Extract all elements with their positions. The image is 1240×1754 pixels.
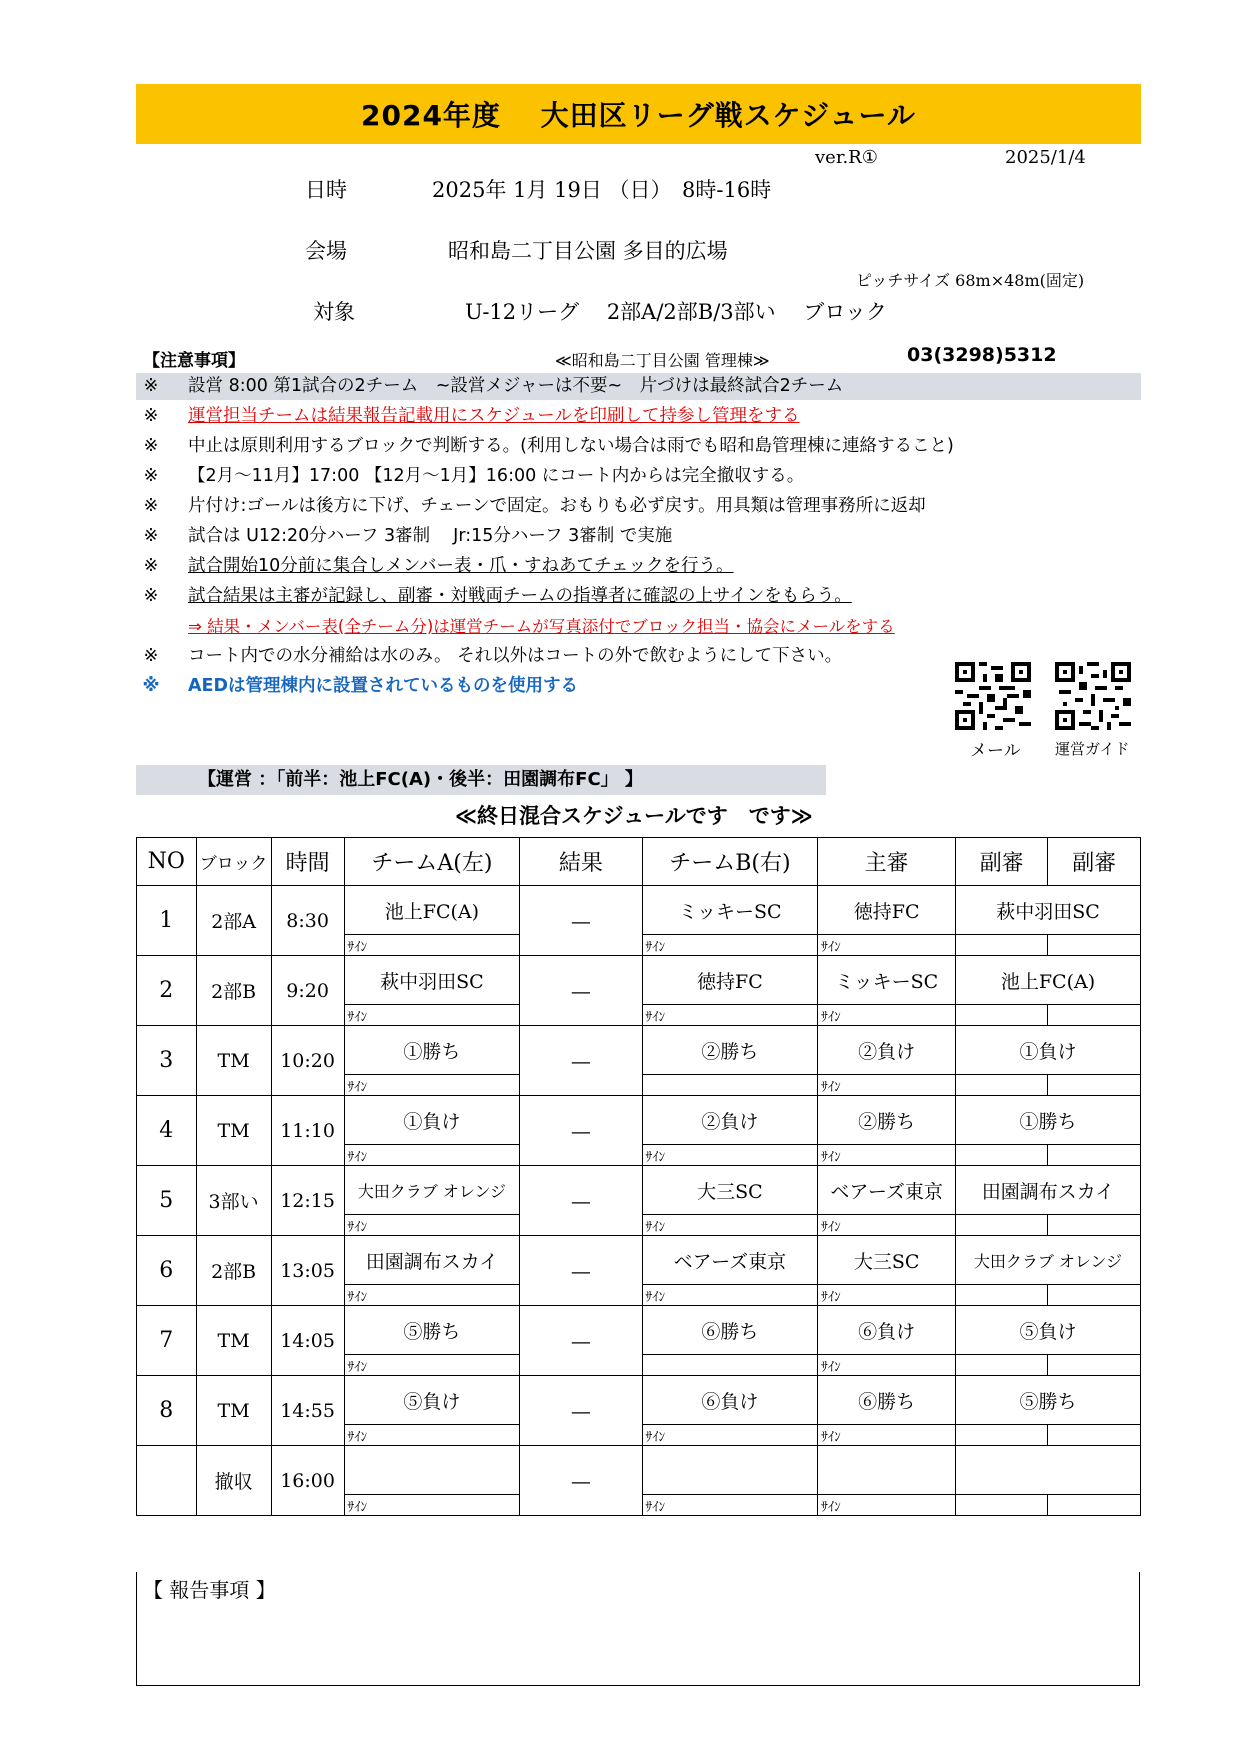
match-block: 3部い bbox=[196, 1166, 271, 1236]
table-row bbox=[137, 1096, 1141, 1145]
match-block: 2部B bbox=[196, 1236, 271, 1306]
mail-qr-code[interactable] bbox=[955, 662, 1031, 730]
team-a-cell: ⑤負け bbox=[344, 1376, 520, 1425]
note-mark: ※ bbox=[143, 466, 159, 486]
note-item bbox=[136, 373, 1141, 400]
match-block: TM bbox=[196, 1096, 271, 1166]
match-block: TM bbox=[196, 1306, 271, 1376]
referee-sign-field[interactable]: ｻｲﾝ bbox=[818, 1075, 956, 1096]
operations-band bbox=[136, 765, 826, 795]
result-cell[interactable]: — bbox=[520, 1236, 642, 1306]
team-b-sign-field[interactable]: ｻｲﾝ bbox=[642, 1215, 818, 1236]
note-text: 試合は U12:20分ハーフ 3審制 Jr:15分ハーフ 3審制 で実施 bbox=[188, 526, 673, 546]
referee-cell: ミッキーSC bbox=[818, 956, 956, 1005]
team-a-sign-field[interactable]: ｻｲﾝ bbox=[344, 1005, 520, 1026]
referee-cell: 大三SC bbox=[818, 1236, 956, 1285]
note-text: 試合開始10分前に集合しメンバー表・爪・すねあてチェックを行う。 bbox=[188, 556, 734, 576]
team-b-sign-field[interactable]: ｻｲﾝ bbox=[642, 1495, 818, 1516]
table-row bbox=[137, 1166, 1141, 1215]
team-a-cell: 池上FC(A) bbox=[344, 886, 520, 935]
table-row bbox=[137, 1026, 1141, 1075]
note-mark: ※ bbox=[142, 676, 160, 696]
note-mark: ※ bbox=[143, 526, 159, 546]
assistant-2-sign-field[interactable] bbox=[1048, 1075, 1141, 1096]
assistant-cell: ⑤負け bbox=[955, 1306, 1140, 1355]
note-mark: ※ bbox=[143, 646, 159, 666]
referee-sign-field[interactable]: ｻｲﾝ bbox=[818, 935, 956, 956]
match-no bbox=[137, 1446, 197, 1516]
team-a-cell: ⑤勝ち bbox=[344, 1306, 520, 1355]
notes-heading: 【注意事項】 bbox=[143, 351, 245, 371]
team-b-sign-field[interactable]: ｻｲﾝ bbox=[642, 1005, 818, 1026]
office-phone: 03(3298)5312 bbox=[907, 344, 1057, 366]
match-time: 14:55 bbox=[271, 1376, 344, 1446]
assistant-2-sign-field[interactable] bbox=[1048, 1495, 1141, 1516]
assistant-cell: 大田クラブ オレンジ bbox=[955, 1236, 1140, 1285]
assistant-1-sign-field[interactable] bbox=[955, 1355, 1047, 1376]
table-header-row bbox=[137, 838, 1141, 886]
match-time: 9:20 bbox=[271, 956, 344, 1026]
venue-value: 昭和島二丁目公園 多目的広場 bbox=[448, 239, 728, 263]
team-b-sign-field[interactable]: ｻｲﾝ bbox=[642, 1145, 818, 1166]
result-cell[interactable]: — bbox=[520, 1376, 642, 1446]
match-no: 4 bbox=[137, 1096, 197, 1166]
note-text: 【2月～11月】17:00 【12月～1月】16:00 にコート内からは完全撤収する。 bbox=[188, 466, 805, 486]
note-text: 運営担当チームは結果報告記載用にスケジュールを印刷して持参し管理をする bbox=[188, 406, 800, 426]
qr-code-icon bbox=[955, 662, 1031, 730]
match-no: 2 bbox=[137, 956, 197, 1026]
schedule-subtitle: ≪終日混合スケジュールです です≫ bbox=[455, 804, 813, 828]
header-time: 時間 bbox=[271, 838, 344, 886]
referee-sign-field[interactable]: ｻｲﾝ bbox=[818, 1285, 956, 1306]
assistant-1-sign-field[interactable] bbox=[955, 1145, 1047, 1166]
assistant-1-sign-field[interactable] bbox=[955, 1215, 1047, 1236]
operations-label: 【運営 ：「前半：池上FC(A)・後半：田園調布FC」 】 bbox=[198, 769, 643, 790]
referee-cell: ②勝ち bbox=[818, 1096, 956, 1145]
issue-date: 2025/1/4 bbox=[1005, 147, 1086, 168]
result-cell[interactable]: — bbox=[520, 886, 642, 956]
team-b-sign-field[interactable] bbox=[642, 1075, 818, 1096]
team-a-sign-field[interactable]: ｻｲﾝ bbox=[344, 935, 520, 956]
assistant-2-sign-field[interactable] bbox=[1048, 1355, 1141, 1376]
note-mark: ※ bbox=[143, 436, 159, 456]
version-label: ver.R① bbox=[815, 147, 878, 168]
match-time: 10:20 bbox=[271, 1026, 344, 1096]
referee-cell: ②負け bbox=[818, 1026, 956, 1075]
table-row bbox=[137, 886, 1141, 935]
header-result: 結果 bbox=[520, 838, 642, 886]
table-row bbox=[137, 1306, 1141, 1355]
header-referee: 主審 bbox=[818, 838, 956, 886]
team-b-cell bbox=[642, 1446, 818, 1495]
team-b-sign-field[interactable]: ｻｲﾝ bbox=[642, 1425, 818, 1446]
referee-cell: ⑥勝ち bbox=[818, 1376, 956, 1425]
assistant-1-sign-field[interactable] bbox=[955, 935, 1047, 956]
table-row bbox=[137, 1446, 1141, 1495]
note-mark: ※ bbox=[143, 556, 159, 576]
team-a-sign-field[interactable]: ｻｲﾝ bbox=[344, 1425, 520, 1446]
referee-sign-field[interactable]: ｻｲﾝ bbox=[818, 1005, 956, 1026]
match-time: 16:00 bbox=[271, 1446, 344, 1516]
team-b-sign-field[interactable] bbox=[642, 1355, 818, 1376]
assistant-cell: 萩中羽田SC bbox=[955, 886, 1140, 935]
result-cell[interactable]: — bbox=[520, 1306, 642, 1376]
table-row bbox=[137, 1236, 1141, 1285]
match-time: 14:05 bbox=[271, 1306, 344, 1376]
match-block: 2部A bbox=[196, 886, 271, 956]
assistant-cell: 田園調布スカイ bbox=[955, 1166, 1140, 1215]
referee-sign-field[interactable]: ｻｲﾝ bbox=[818, 1355, 956, 1376]
team-a-sign-field[interactable]: ｻｲﾝ bbox=[344, 1145, 520, 1166]
assistant-2-sign-field[interactable] bbox=[1048, 1145, 1141, 1166]
pitch-size: ピッチサイズ 68m×48m(固定) bbox=[856, 271, 1085, 290]
note-mark: ※ bbox=[143, 496, 159, 516]
team-b-cell: ベアーズ東京 bbox=[642, 1236, 818, 1285]
venue-label: 会場 bbox=[305, 239, 347, 263]
assistant-2-sign-field[interactable] bbox=[1048, 1285, 1141, 1306]
header-team-b: チームB(右) bbox=[642, 838, 818, 886]
note-text: 設営 8:00 第1試合の2チーム ~設営メジャーは不要~ 片づけは最終試合2チーム bbox=[188, 376, 844, 396]
team-a-sign-field[interactable]: ｻｲﾝ bbox=[344, 1215, 520, 1236]
result-cell[interactable]: — bbox=[520, 956, 642, 1026]
report-label: 【 報告事項 】 bbox=[143, 1578, 276, 1602]
note-text: 中止は原則利用するブロックで判断する。(利用しない場合は雨でも昭和島管理棟に連絡すること) bbox=[188, 436, 954, 456]
team-a-cell: 萩中羽田SC bbox=[344, 956, 520, 1005]
note-mark: ※ bbox=[143, 376, 159, 396]
team-b-sign-field[interactable]: ｻｲﾝ bbox=[642, 1285, 818, 1306]
note-text: ⇒ 結果・メンバー表(全チーム分)は運営チームが写真添付でブロック担当・協会にメールをする bbox=[188, 617, 895, 636]
match-time: 8:30 bbox=[271, 886, 344, 956]
assistant-1-sign-field[interactable] bbox=[955, 1495, 1047, 1516]
team-a-sign-field[interactable]: ｻｲﾝ bbox=[344, 1495, 520, 1516]
guide-qr-label: 運営ガイド bbox=[1055, 740, 1130, 758]
note-mark: ※ bbox=[143, 586, 159, 606]
assistant-1-sign-field[interactable] bbox=[955, 1005, 1047, 1026]
assistant-2-sign-field[interactable] bbox=[1048, 1005, 1141, 1026]
match-block: 撤収 bbox=[196, 1446, 271, 1516]
assistant-cell bbox=[955, 1446, 1140, 1495]
qr-code-icon bbox=[1055, 662, 1131, 730]
assistant-1-sign-field[interactable] bbox=[955, 1075, 1047, 1096]
assistant-cell: 池上FC(A) bbox=[955, 956, 1140, 1005]
team-b-cell: ⑥負け bbox=[642, 1376, 818, 1425]
schedule-table bbox=[136, 837, 1141, 1516]
referee-cell: 徳持FC bbox=[818, 886, 956, 935]
assistant-cell: ⑤勝ち bbox=[955, 1376, 1140, 1425]
referee-cell bbox=[818, 1446, 956, 1495]
referee-sign-field[interactable]: ｻｲﾝ bbox=[818, 1145, 956, 1166]
team-a-sign-field[interactable]: ｻｲﾝ bbox=[344, 1285, 520, 1306]
match-no: 6 bbox=[137, 1236, 197, 1306]
team-b-cell: ⑥勝ち bbox=[642, 1306, 818, 1355]
report-box[interactable] bbox=[136, 1572, 1140, 1686]
match-time: 12:15 bbox=[271, 1166, 344, 1236]
team-a-cell: 田園調布スカイ bbox=[344, 1236, 520, 1285]
table-row bbox=[137, 1376, 1141, 1425]
datetime-label: 日時 bbox=[305, 178, 347, 202]
match-no: 5 bbox=[137, 1166, 197, 1236]
referee-cell: ⑥負け bbox=[818, 1306, 956, 1355]
assistant-cell: ①負け bbox=[955, 1026, 1140, 1075]
team-b-cell: ミッキーSC bbox=[642, 886, 818, 935]
header-no: NO bbox=[137, 838, 197, 886]
mail-qr-label: メール bbox=[970, 741, 1021, 761]
match-no: 3 bbox=[137, 1026, 197, 1096]
note-text: AEDは管理棟内に設置されているものを使用する bbox=[188, 676, 579, 696]
referee-sign-field[interactable]: ｻｲﾝ bbox=[818, 1495, 956, 1516]
assistant-2-sign-field[interactable] bbox=[1048, 1215, 1141, 1236]
note-text: コート内での水分補給は水のみ。 それ以外はコートの外で飲むようにして下さい。 bbox=[188, 646, 843, 666]
match-no: 8 bbox=[137, 1376, 197, 1446]
referee-sign-field[interactable]: ｻｲﾝ bbox=[818, 1425, 956, 1446]
team-b-cell: 徳持FC bbox=[642, 956, 818, 1005]
match-no: 1 bbox=[137, 886, 197, 956]
team-a-cell bbox=[344, 1446, 520, 1495]
note-text: 片付け:ゴールは後方に下げ、チェーンで固定。おもりも必ず戻す。用具類は管理事務所に返却 bbox=[188, 496, 926, 516]
team-b-cell: ②勝ち bbox=[642, 1026, 818, 1075]
team-a-sign-field[interactable]: ｻｲﾝ bbox=[344, 1355, 520, 1376]
team-a-cell: 大田クラブ オレンジ bbox=[344, 1166, 520, 1215]
page-title: 2024年度 大田区リーグ戦スケジュール bbox=[136, 84, 1141, 144]
team-b-cell: 大三SC bbox=[642, 1166, 818, 1215]
match-block: TM bbox=[196, 1376, 271, 1446]
team-a-cell: ①負け bbox=[344, 1096, 520, 1145]
team-a-sign-field[interactable]: ｻｲﾝ bbox=[344, 1075, 520, 1096]
header-assistant-1: 副審 bbox=[955, 838, 1047, 886]
match-time: 11:10 bbox=[271, 1096, 344, 1166]
team-a-cell: ①勝ち bbox=[344, 1026, 520, 1075]
header-team-a: チームA(左) bbox=[344, 838, 520, 886]
target-label: 対象 bbox=[313, 300, 355, 324]
referee-cell: ベアーズ東京 bbox=[818, 1166, 956, 1215]
assistant-1-sign-field[interactable] bbox=[955, 1285, 1047, 1306]
office-label: ≪昭和島二丁目公園 管理棟≫ bbox=[555, 351, 770, 370]
referee-sign-field[interactable]: ｻｲﾝ bbox=[818, 1215, 956, 1236]
match-block: TM bbox=[196, 1026, 271, 1096]
header-assistant-2: 副審 bbox=[1048, 838, 1141, 886]
table-row bbox=[137, 956, 1141, 1005]
result-cell[interactable]: — bbox=[520, 1446, 642, 1516]
assistant-2-sign-field[interactable] bbox=[1048, 1425, 1141, 1446]
header-block: ブロック bbox=[196, 838, 271, 886]
note-text: 試合結果は主審が記録し、副審・対戦両チームの指導者に確認の上サインをもらう。 bbox=[188, 586, 852, 606]
datetime-value: 2025年 1月 19日 （日） 8時-16時 bbox=[432, 178, 772, 202]
target-value: U-12リーグ 2部A/2部B/3部い ブロック bbox=[465, 300, 887, 324]
team-b-cell: ②負け bbox=[642, 1096, 818, 1145]
assistant-1-sign-field[interactable] bbox=[955, 1425, 1047, 1446]
assistant-cell: ①勝ち bbox=[955, 1096, 1140, 1145]
note-mark: ※ bbox=[143, 406, 159, 426]
result-cell[interactable]: — bbox=[520, 1026, 642, 1096]
match-no: 7 bbox=[137, 1306, 197, 1376]
guide-qr-code[interactable] bbox=[1055, 662, 1131, 730]
match-time: 13:05 bbox=[271, 1236, 344, 1306]
match-block: 2部B bbox=[196, 956, 271, 1026]
assistant-2-sign-field[interactable] bbox=[1048, 935, 1141, 956]
team-b-sign-field[interactable]: ｻｲﾝ bbox=[642, 935, 818, 956]
result-cell[interactable]: — bbox=[520, 1096, 642, 1166]
result-cell[interactable]: — bbox=[520, 1166, 642, 1236]
